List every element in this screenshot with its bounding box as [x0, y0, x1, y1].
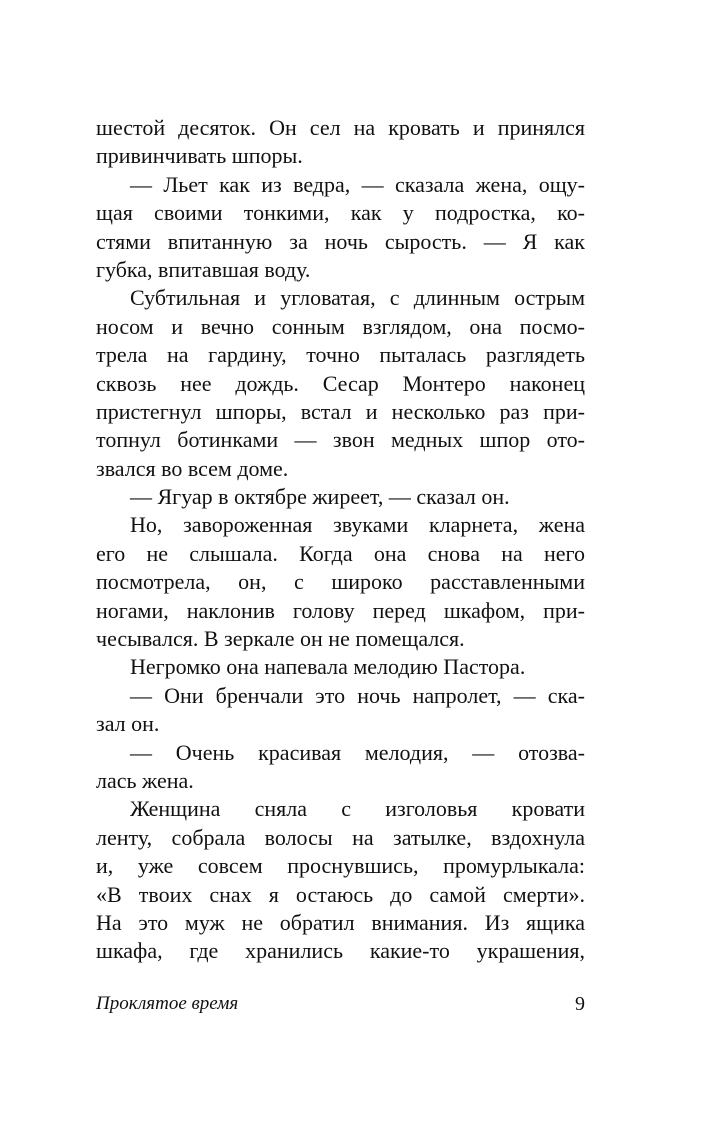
- text-line: стями впитанную за ночь сырость. — Я как: [96, 228, 585, 254]
- text-line: привинчивать шпоры.: [96, 143, 303, 169]
- page-number: 9: [575, 993, 585, 1015]
- text-line: Субтильная и угловатая, с длинным острым: [130, 285, 585, 311]
- text-line: — Льет как из ведра, — сказала жена, ощу-: [130, 171, 585, 197]
- text-line: звался во всем доме.: [96, 455, 289, 481]
- text-line: чесывался. В зеркале он не помещался.: [96, 626, 465, 652]
- text-line: и, уже совсем проснувшись, промурлыкала:: [96, 853, 585, 879]
- text-line: ногами, наклонив голову перед шкафом, при-: [96, 597, 585, 623]
- text-line: — Очень красивая мелодия, — отозва-: [130, 739, 585, 765]
- text-line: шестой десяток. Он сел на кровать и принялся: [96, 115, 585, 140]
- running-title: Проклятое время: [96, 993, 239, 1014]
- text-line: его не слышала. Когда она снова на него: [96, 540, 585, 566]
- text-line: лась жена.: [96, 767, 194, 793]
- text-line: Негромко она напевала мелодию Пастора.: [130, 654, 526, 680]
- text-line: Женщина сняла с изголовья кровати: [130, 796, 585, 822]
- text-line: носом и вечно сонным взглядом, она посмо-: [96, 313, 585, 339]
- text-line: зал он.: [96, 711, 160, 737]
- text-line: На это муж не обратил внимания. Из ящика: [96, 909, 585, 935]
- text-line: посмотрела, он, с широко расставленными: [96, 569, 585, 595]
- text-line: шкафа, где хранились какие-то украшения,: [96, 938, 585, 964]
- text-line: щая своими тонкими, как у подростка, ко-: [96, 200, 585, 226]
- text-line: «В твоих снах я остаюсь до самой смерти».: [96, 881, 585, 907]
- text-line: пристегнул шпоры, встал и несколько раз при-: [96, 398, 585, 424]
- text-line: Но, завороженная звуками кларнета, жена: [130, 512, 585, 538]
- text-line: — Ягуар в октябре жиреет, — сказал он.: [130, 484, 510, 510]
- text-line: — Они бренчали это ночь напролет, — ска-: [130, 682, 585, 708]
- text-line: топнул ботинками — звон медных шпор ото-: [96, 427, 585, 453]
- page-body: [96, 114, 585, 966]
- text-line: ленту, собрала волосы на затылке, вздохнула: [96, 824, 585, 850]
- text-line: сквозь нее дождь. Сесар Монтеро наконец: [96, 370, 585, 396]
- page-footer: [96, 991, 585, 1017]
- text-line: губка, впитавшая воду.: [96, 256, 311, 282]
- text-line: трела на гардину, точно пыталась разглядеть: [96, 342, 585, 368]
